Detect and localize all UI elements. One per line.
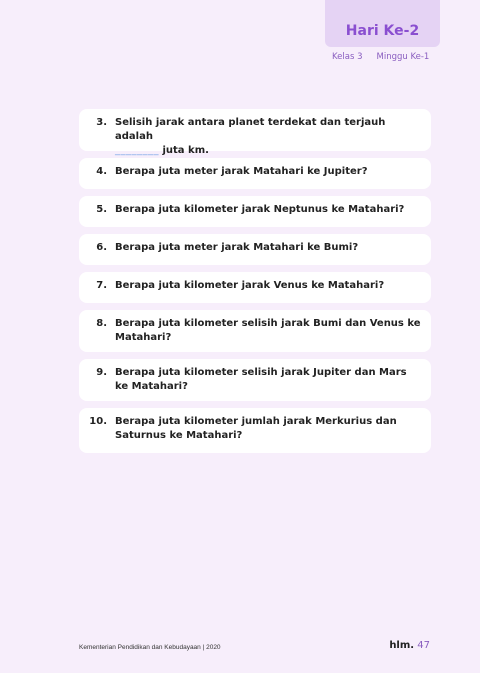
question-number: 6.	[96, 242, 107, 253]
question-number: 5.	[96, 204, 107, 215]
question-item	[79, 310, 431, 352]
question-number: 4.	[96, 166, 107, 177]
question-number: 8.	[96, 318, 107, 329]
question-item	[79, 109, 431, 156]
question-number: 3.	[96, 117, 107, 128]
question-number: 10.	[89, 416, 107, 427]
question-text: Berapa juta kilometer jarak Venus ke Matahari?	[115, 280, 385, 291]
question-item	[79, 408, 431, 453]
question-item	[79, 196, 431, 227]
question-text: Berapa juta meter jarak Matahari ke Jupiter?	[115, 166, 368, 177]
question-text-before: Selisih jarak antara planet terdekat dan terjauh adalah	[115, 117, 386, 142]
class-label: Kelas 3	[332, 52, 363, 62]
week-label: Minggu Ke-1	[376, 52, 430, 62]
answer-blank: ________	[115, 145, 159, 156]
question-text-after: juta km.	[159, 145, 209, 156]
question-list	[79, 109, 431, 460]
footer-publisher: Kementerian Pendidikan dan Kebudayaan | 2020	[79, 644, 221, 651]
question-item	[79, 359, 431, 401]
day-tab	[325, 0, 440, 47]
question-text: Berapa juta kilometer jumlah jarak Merkurius dan Saturnus ke Matahari?	[115, 416, 397, 441]
question-item	[79, 272, 431, 303]
page-number-value: 47	[417, 640, 430, 651]
question-number: 9.	[96, 367, 107, 378]
question-text: Berapa juta meter jarak Matahari ke Bumi?	[115, 242, 359, 253]
question-text: Berapa juta kilometer selisih jarak Bumi dan Venus ke Matahari?	[115, 318, 421, 343]
page-prefix: hlm.	[389, 640, 415, 651]
question-item	[79, 158, 431, 189]
class-week-info	[332, 52, 429, 62]
question-number: 7.	[96, 280, 107, 291]
question-text: Berapa juta kilometer selisih jarak Jupiter dan Mars ke Matahari?	[115, 367, 407, 392]
question-text: Berapa juta kilometer jarak Neptunus ke Matahari?	[115, 204, 405, 215]
question-item	[79, 234, 431, 265]
day-label: Hari Ke-2	[345, 22, 420, 39]
question-text	[115, 116, 421, 156]
page-number	[389, 640, 430, 651]
